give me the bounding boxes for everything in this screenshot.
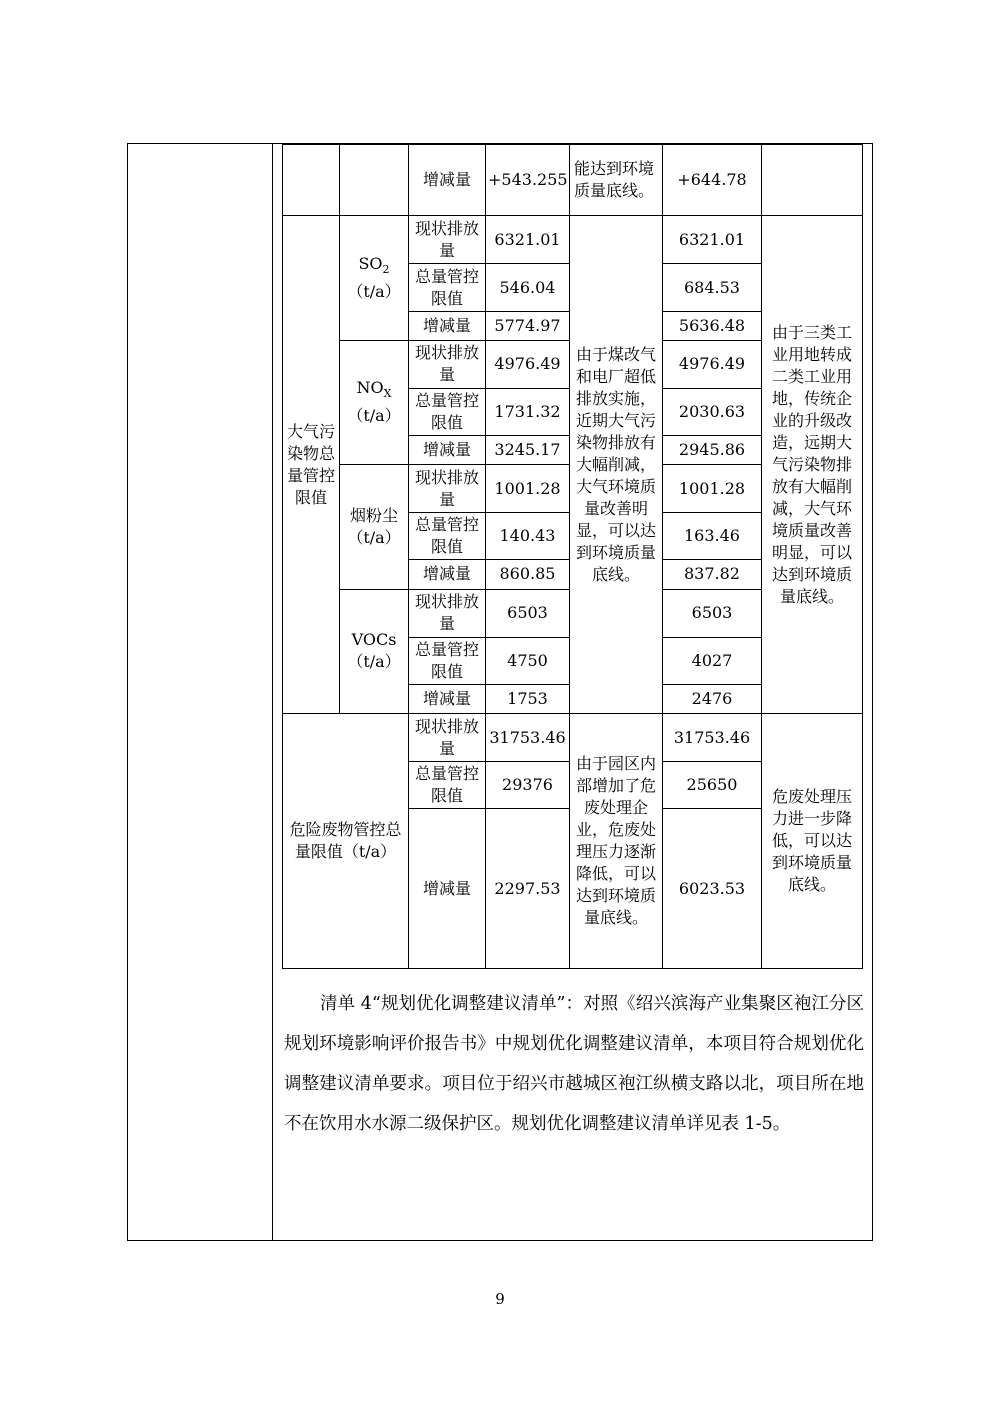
value-far-cell: +644.78: [663, 145, 762, 216]
empty-cell: [283, 145, 340, 216]
item-cell: 增减量: [409, 809, 486, 969]
value-far-cell: 6321.01: [663, 216, 762, 264]
value-far-cell: 6023.53: [663, 809, 762, 969]
value-near-cell: 546.04: [486, 264, 570, 311]
total-control-table: [282, 144, 863, 969]
item-cell: 总量管控限值: [409, 762, 486, 809]
item-cell: 总量管控限值: [409, 388, 486, 435]
hazardous-reason-near: 由于园区内部增加了危废处理企业，危废处理压力逐渐降低，可以达到环境质量底线。: [570, 713, 663, 968]
value-near-cell: 6321.01: [486, 216, 570, 264]
value-far-cell: 2945.86: [663, 436, 762, 465]
value-far-cell: 4027: [663, 637, 762, 684]
value-near-cell: 2297.53: [486, 809, 570, 969]
value-near-cell: +543.255: [486, 145, 570, 216]
value-near-cell: 4750: [486, 637, 570, 684]
value-near-cell: 4976.49: [486, 340, 570, 388]
value-far-cell: 837.82: [663, 560, 762, 589]
value-near-cell: 29376: [486, 762, 570, 809]
empty-cell: [762, 145, 863, 216]
item-cell: 现状排放量: [409, 713, 486, 761]
value-near-cell: 31753.46: [486, 713, 570, 761]
page-number: 9: [495, 1290, 505, 1308]
table-row: [283, 145, 863, 216]
item-cell: 增减量: [409, 145, 486, 216]
pollutant-label: $SO_2$ （t/a）: [340, 216, 409, 340]
value-far-cell: 684.53: [663, 264, 762, 311]
reason-near-cell: 能达到环境质量底线。: [570, 145, 663, 216]
value-far-cell: 25650: [663, 762, 762, 809]
column-divider: [272, 143, 273, 1241]
value-far-cell: 5636.48: [663, 311, 762, 340]
value-far-cell: 31753.46: [663, 713, 762, 761]
empty-cell: [340, 145, 409, 216]
value-near-cell: 140.43: [486, 513, 570, 560]
table-row: [283, 713, 863, 761]
item-cell: 现状排放量: [409, 216, 486, 264]
value-far-cell: 6503: [663, 589, 762, 637]
item-cell: 增减量: [409, 311, 486, 340]
value-near-cell: 6503: [486, 589, 570, 637]
air-reason-far: 由于三类工业用地转成二类工业用地，传统企业的升级改造，远期大气污染物排放有大幅削减，大气环境质量改善明显，可以达到环境质量底线。: [762, 216, 863, 714]
hazardous-reason-far: 危废处理压力进一步降低，可以达到环境质量底线。: [762, 713, 863, 968]
item-cell: 总量管控限值: [409, 637, 486, 684]
pollutant-label: VOCs （t/a）: [340, 589, 409, 713]
air-reason-near: 由于煤改气和电厂超低排放实施，近期大气污染物排放有大幅削减，大气环境质量改善明显，可以达到环境质量底线。: [570, 216, 663, 714]
item-cell: 总量管控限值: [409, 264, 486, 311]
item-cell: 总量管控限值: [409, 513, 486, 560]
value-far-cell: 4976.49: [663, 340, 762, 388]
air-group-label: 大气污染物总量管控限值: [283, 216, 340, 714]
value-far-cell: 1001.28: [663, 465, 762, 513]
value-far-cell: 2030.63: [663, 388, 762, 435]
item-cell: 增减量: [409, 436, 486, 465]
table-row: [283, 216, 863, 264]
item-cell: 现状排放量: [409, 340, 486, 388]
item-cell: 现状排放量: [409, 465, 486, 513]
item-cell: 现状排放量: [409, 589, 486, 637]
pollutant-label: 烟粉尘 （t/a）: [340, 465, 409, 589]
value-near-cell: 1753: [486, 684, 570, 713]
pollutant-label: $NO_X$ （t/a）: [340, 340, 409, 464]
item-cell: 增减量: [409, 560, 486, 589]
value-near-cell: 1001.28: [486, 465, 570, 513]
value-near-cell: 3245.17: [486, 436, 570, 465]
hazardous-group-label: 危险废物管控总量限值（t/a）: [283, 713, 409, 968]
value-far-cell: 163.46: [663, 513, 762, 560]
value-near-cell: 1731.32: [486, 388, 570, 435]
body-paragraph: [284, 984, 864, 1144]
value-near-cell: 860.85: [486, 560, 570, 589]
item-cell: 增减量: [409, 684, 486, 713]
value-far-cell: 2476: [663, 684, 762, 713]
paragraph-text: 清单 4“规划优化调整建议清单”：对照《绍兴滨海产业集聚区袍江分区规划环境影响评价报告书》中规划优化调整建议清单，本项目符合规划优化调整建议清单要求。项目位于绍兴市越城区袍江纵横支路以北，项目所在地不在饮用水水源二级保护区。规划优化调整建议清单详见表 1-5。: [284, 994, 864, 1134]
value-near-cell: 5774.97: [486, 311, 570, 340]
